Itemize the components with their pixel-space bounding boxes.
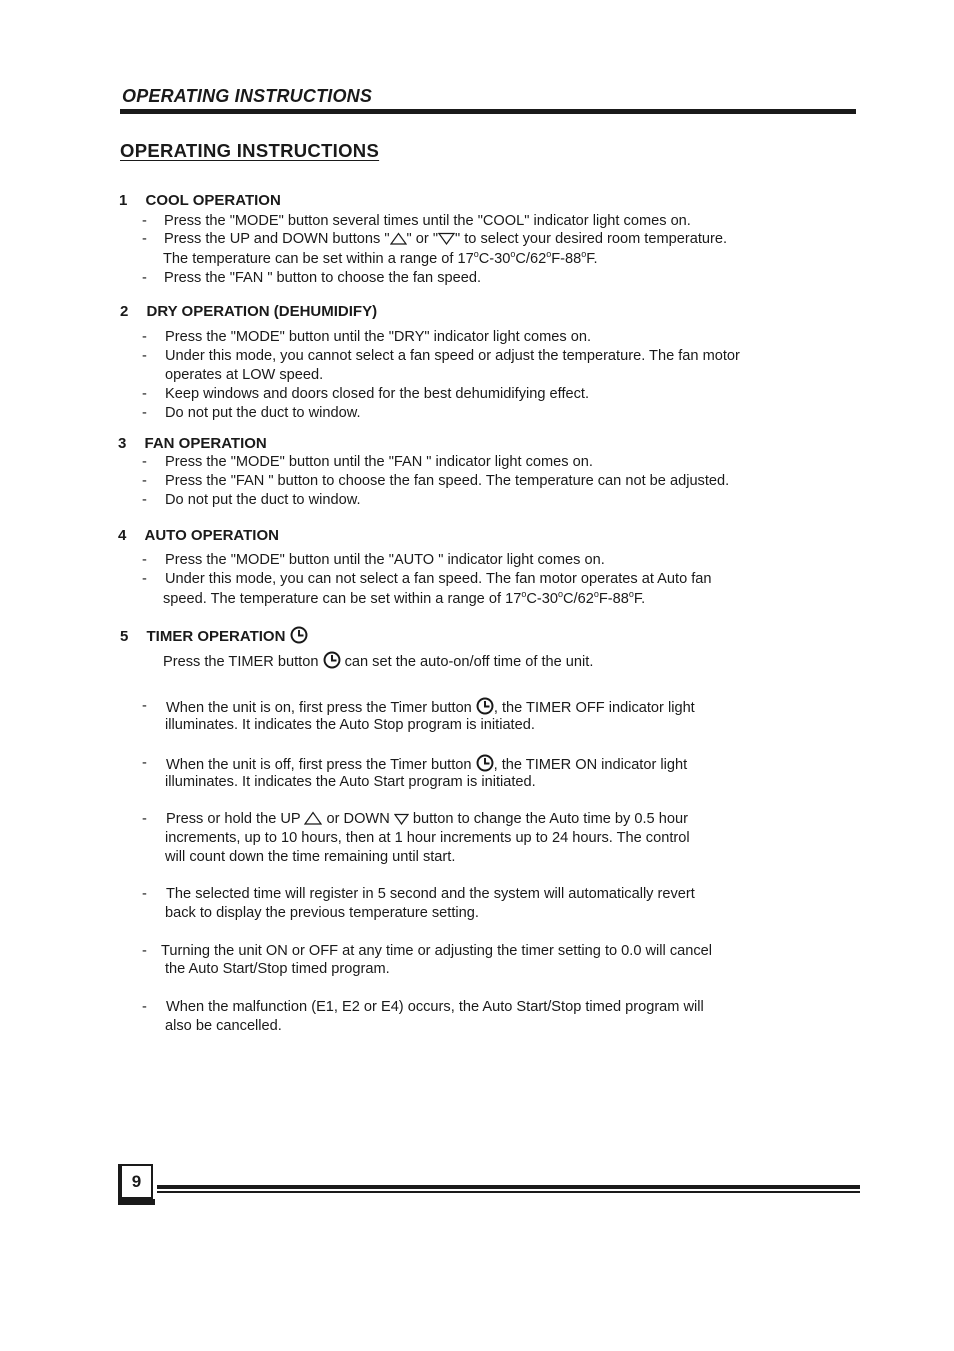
timer-clock-icon	[476, 697, 494, 715]
bullet-dash: -	[142, 571, 147, 587]
page-title: OPERATING INSTRUCTIONS	[120, 140, 380, 161]
timer-clock-icon	[290, 626, 308, 644]
section-timer-heading	[120, 626, 308, 645]
list-item: - When the unit is off, first press the Timer button , the TIMER ON indicator light	[142, 755, 688, 773]
bullet-dash: -	[142, 698, 147, 714]
down-triangle-icon	[438, 232, 455, 245]
section-auto-heading	[118, 527, 279, 544]
bullet-dash: -	[142, 473, 147, 489]
header-title: OPERATING INSTRUCTIONS	[122, 86, 373, 106]
temperature-range-text: The temperature can be set within a range of 17$^o$C-30$^o$C/62$^o$F-88$^o$F.	[163, 249, 598, 267]
header-rule	[120, 109, 856, 114]
section-fan-heading	[118, 435, 267, 452]
section-title: AUTO OPERATION	[144, 527, 279, 544]
bullet-dash: -	[142, 329, 147, 345]
section-cool-heading	[119, 192, 281, 209]
temperature-range-text: speed. The temperature can be set within a range of 17$^o$C-30$^o$C/62$^o$F-88$^o$F.	[163, 589, 646, 607]
list-item: - When the malfunction (E1, E2 or E4) occurs, the Auto Start/Stop timed program will	[142, 999, 704, 1015]
timer-clock-icon	[323, 651, 341, 669]
bullet-dash: -	[142, 886, 147, 902]
list-item-continuation: illuminates. It indicates the Auto Start program is initiated.	[165, 774, 536, 790]
list-item-continuation: also be cancelled.	[165, 1018, 282, 1034]
section-number: 1	[119, 192, 128, 209]
list-item: - Press the "MODE" button until the "DRY" indicator light comes on.	[142, 329, 592, 345]
section-number: 5	[120, 628, 129, 645]
list-item-continuation: increments, up to 10 hours, then at 1 hour increments up to 24 hours. The control	[165, 830, 690, 846]
section-title: DRY OPERATION (DEHUMIDIFY)	[146, 303, 378, 320]
list-item: - Under this mode, you can not select a fan speed. The fan motor operates at Auto fan	[142, 571, 712, 587]
list-item-continuation: operates at LOW speed.	[165, 367, 324, 383]
list-item: - Keep windows and doors closed for the best dehumidifying effect.	[142, 386, 590, 402]
list-item: - Press the UP and DOWN buttons " " or " " to select your desired room temperature.	[142, 231, 728, 247]
list-item: - When the unit is on, first press the Timer button , the TIMER OFF indicator light	[142, 698, 695, 716]
section-title: TIMER OPERATION	[146, 628, 286, 645]
bullet-dash: -	[142, 943, 147, 959]
list-item: - Under this mode, you cannot select a fan speed or adjust the temperature. The fan motor	[142, 348, 740, 364]
bullet-dash: -	[142, 213, 147, 229]
bullet-dash: -	[142, 231, 147, 247]
list-item: - Press or hold the UP or DOWN button to change the Auto time by 0.5 hour	[142, 811, 688, 827]
list-item: - Do not put the duct to window.	[142, 405, 361, 421]
section-title: COOL OPERATION	[145, 192, 281, 209]
timer-clock-icon	[476, 754, 494, 772]
list-item: - Press the "FAN " button to choose the fan speed.	[142, 270, 482, 286]
list-item-continuation: the Auto Start/Stop timed program.	[165, 961, 390, 977]
up-triangle-icon	[390, 232, 407, 245]
footer-rule	[157, 1185, 860, 1189]
list-item: - Press the "FAN " button to choose the fan speed. The temperature can not be adjusted.	[142, 473, 730, 489]
bullet-dash: -	[142, 454, 147, 470]
list-item: - Do not put the duct to window.	[142, 492, 361, 508]
bullet-dash: -	[142, 386, 147, 402]
section-number: 4	[118, 527, 127, 544]
bullet-dash: -	[142, 492, 147, 508]
list-item: - Press the "MODE" button until the "AUTO " indicator light comes on.	[142, 552, 605, 568]
bullet-dash: -	[142, 552, 147, 568]
footer-rule-thin	[157, 1191, 860, 1193]
section-title: FAN OPERATION	[144, 435, 267, 452]
list-item: - The selected time will register in 5 second and the system will automatically revert	[142, 886, 695, 902]
timer-intro: Press the TIMER button can set the auto-on/off time of the unit.	[163, 651, 593, 672]
down-triangle-icon	[394, 813, 409, 825]
bullet-dash: -	[142, 405, 147, 421]
bullet-dash: -	[142, 270, 147, 286]
list-item-continuation: will count down the time remaining until start.	[165, 849, 456, 865]
bullet-dash: -	[142, 811, 147, 827]
bullet-dash: -	[142, 348, 147, 364]
section-dry-heading	[120, 303, 377, 320]
section-number: 2	[120, 303, 129, 320]
bullet-dash: -	[142, 755, 147, 771]
section-number: 3	[118, 435, 127, 452]
bullet-dash: -	[142, 999, 147, 1015]
footer-box-shadow	[118, 1199, 155, 1205]
page-number: 9	[120, 1164, 153, 1199]
list-item-continuation: illuminates. It indicates the Auto Stop program is initiated.	[165, 717, 535, 733]
list-item: - Press the "MODE" button until the "FAN " indicator light comes on.	[142, 454, 593, 470]
up-triangle-icon	[304, 811, 322, 825]
list-item-continuation: back to display the previous temperature setting.	[165, 905, 479, 921]
list-item: - Press the "MODE" button several times until the "COOL" indicator light comes on.	[142, 213, 691, 229]
list-item: - Turning the unit ON or OFF at any time or adjusting the timer setting to 0.0 will cancel	[142, 943, 713, 959]
